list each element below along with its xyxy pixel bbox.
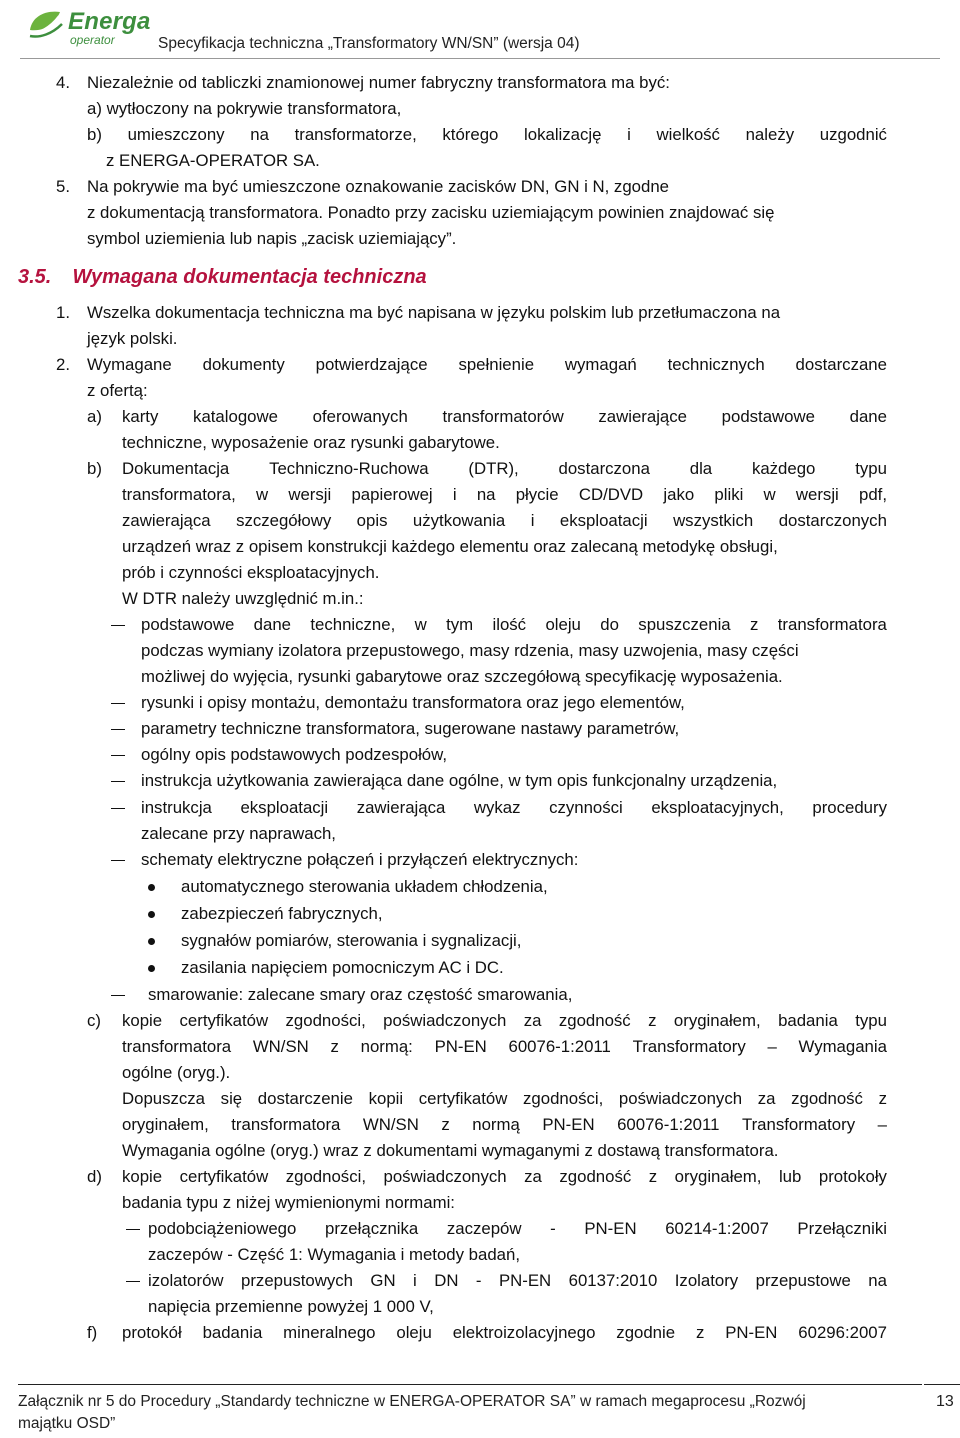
word: certyfikatów [179, 1011, 269, 1030]
word: ilość [492, 615, 527, 634]
dash-marker [111, 625, 125, 626]
word: przepustowych [241, 1271, 353, 1290]
item-4-text: Niezależnie od tabliczki znamionowej numer fabryczny transformatora ma być: [87, 73, 670, 92]
word: dostarczonych [778, 511, 887, 530]
word: typu [855, 1011, 887, 1030]
bullet-item-2: zabezpieczeń fabrycznych, [181, 904, 383, 923]
label-b: b) [87, 459, 102, 478]
word: karty [122, 407, 159, 426]
point-2-number: 2. [56, 355, 70, 374]
word: w [256, 485, 269, 504]
item-5-number: 5. [56, 177, 70, 196]
word: wersji [288, 485, 332, 504]
word: zgodność [559, 1167, 632, 1186]
word: oryginałem, [122, 1115, 209, 1134]
section-number: 3.5. [18, 266, 52, 288]
item-d-line-1 [122, 1167, 887, 1187]
word: wersji [795, 485, 839, 504]
word: GN [370, 1271, 396, 1290]
word: CD/DVD [578, 485, 644, 504]
word: na [250, 125, 269, 144]
word: za [757, 1089, 776, 1108]
word: WN/SN [252, 1037, 309, 1056]
word: poświadczonych [618, 1089, 743, 1108]
word: Przełączniki [797, 1219, 887, 1238]
dash-marker [111, 703, 125, 704]
word: z [441, 1115, 450, 1134]
item-5-text-2: z dokumentacją transformatora. Ponadto przy zacisku uziemiającym powinien znajdować się [87, 203, 775, 222]
word: do [600, 615, 619, 634]
word: Wymagania [798, 1037, 887, 1056]
item-b-line-6: W DTR należy uwzględnić m.in.: [122, 589, 364, 608]
point-1-text-2: język polski. [87, 329, 178, 348]
word: kopie [122, 1011, 163, 1030]
word: i [627, 125, 631, 144]
word: PN-EN [584, 1219, 637, 1238]
word: Dopuszcza [122, 1089, 206, 1108]
word: dostarczane [795, 355, 887, 374]
word: poświadczonych [383, 1011, 507, 1030]
word: eksploatacyjnych, [651, 798, 784, 817]
dash-item-1-line-3: możliwej do wyjęcia, rysunki gabarytowe oraz szczegółową specyfikację wyposażenia. [141, 667, 783, 686]
item-c-line-2 [122, 1037, 887, 1057]
bullet-marker [148, 938, 155, 945]
point-1-text: Wszelka dokumentacja techniczna ma być napisana w języku polskim lub przetłumaczona na [87, 303, 781, 322]
word: na [868, 1271, 887, 1290]
word: – [877, 1115, 887, 1134]
bullet-item-3: sygnałów pomiarów, sterowania i sygnalizacji, [181, 931, 522, 950]
word: poświadczonych [383, 1167, 507, 1186]
dash-marker [126, 1229, 140, 1230]
word: spełnienie [458, 355, 535, 374]
word: izolatorów [148, 1271, 224, 1290]
word: elektroizolacyjnego [452, 1323, 596, 1342]
word: wszystkich [673, 511, 754, 530]
word: dane [849, 407, 887, 426]
word: na [476, 485, 496, 504]
word: certyfikatów [418, 1089, 508, 1108]
word: wymagań [564, 355, 637, 374]
label-d: d) [87, 1167, 102, 1186]
word: – [767, 1037, 777, 1056]
item-b-line-3 [122, 511, 887, 531]
word: i [413, 1271, 417, 1290]
energa-logo [26, 6, 166, 47]
item-b-line-2 [122, 485, 887, 505]
word: dostarczona [558, 459, 650, 478]
dash-marker [111, 755, 125, 756]
item-c-line-3: ogólne (oryg.). [122, 1063, 231, 1082]
word: PN-EN [434, 1037, 487, 1056]
bullet-item-4: zasilania napięciem pomocniczym AC i DC. [181, 958, 504, 977]
dash-item-6-line-2: zalecane przy naprawach, [141, 824, 336, 843]
word: uzgodnić [819, 125, 887, 144]
word: z [750, 615, 759, 634]
word: normą [472, 1115, 520, 1134]
word: zawierające [598, 407, 687, 426]
bullet-item-1: automatycznego sterowania układem chłodzenia, [181, 877, 548, 896]
item-b-line-1 [122, 459, 887, 479]
dash-item-8: smarowanie: zalecane smary oraz częstość smarowania, [148, 985, 573, 1004]
item-4b-text [87, 125, 887, 145]
word: oferowanych [312, 407, 408, 426]
label-a: a) [87, 407, 102, 426]
item-b-line-5: prób i czynności eksploatacyjnych. [122, 563, 380, 582]
word: eksploatacji [240, 798, 329, 817]
item-c-line-5 [122, 1115, 887, 1135]
word: szczegółowy [236, 511, 332, 530]
word: z [648, 1167, 658, 1186]
section-heading [18, 266, 427, 289]
point-2-text-2: z ofertą: [87, 381, 148, 400]
word: b) [87, 125, 102, 144]
word: umieszczony [127, 125, 225, 144]
dash-item-4: ogólny opis podstawowych podzespołów, [141, 745, 447, 764]
word: DN [434, 1271, 459, 1290]
word: każdego [751, 459, 816, 478]
standard-item-2-line-2: napięcia przemienne powyżej 1 000 V, [148, 1297, 434, 1316]
item-f-line-1 [122, 1323, 887, 1343]
word: techniczne, [310, 615, 396, 634]
word: i [452, 485, 457, 504]
footer-text: Załącznik nr 5 do Procedury „Standardy techniczne w ENERGA-OPERATOR SA” w ramach megaprocesu „Rozwój [18, 1393, 806, 1410]
standard-item-1 [148, 1219, 887, 1239]
word: podstawowe [141, 615, 235, 634]
word: lub [778, 1167, 802, 1186]
word: którego [442, 125, 499, 144]
item-c-line-6: Wymagania ogólne (oryg.) wraz z dokumentami wymaganymi z dostawą transformatora. [122, 1141, 779, 1160]
word: technicznych [667, 355, 765, 374]
word: zawierająca [356, 798, 446, 817]
word: dostarczenie [257, 1089, 353, 1108]
label-c: c) [87, 1011, 101, 1030]
word: zaczepów [446, 1219, 522, 1238]
word: spuszczenia [638, 615, 731, 634]
word: kopie [122, 1167, 163, 1186]
word: z [695, 1323, 705, 1342]
word: typu [855, 459, 887, 478]
word: Wymagane [87, 355, 172, 374]
word: za [524, 1167, 542, 1186]
item-5-text: Na pokrywie ma być umieszczone oznakowanie zacisków DN, GN i N, zgodne [87, 177, 669, 196]
item-4-number: 4. [56, 73, 70, 92]
header-title: Specyfikacja techniczna „Transformatory WN/SN” (wersja 04) [158, 35, 580, 52]
word: normą: [360, 1037, 413, 1056]
standard-item-1-line-2: zaczepów - Część 1: Wymagania i metody badań, [148, 1245, 521, 1264]
logo-subtitle: operator [70, 33, 115, 47]
word: i [530, 511, 535, 530]
word: użytkowania [412, 511, 506, 530]
word: dane [253, 615, 291, 634]
word: zgodności, [523, 1089, 604, 1108]
word: oryginałem, [674, 1167, 762, 1186]
word: z [330, 1037, 339, 1056]
word: - [550, 1219, 556, 1238]
word: pliki [714, 485, 744, 504]
word: Transformatory [632, 1037, 746, 1056]
word: płycie [515, 485, 559, 504]
word: w [414, 615, 427, 634]
word: eksploatacji [559, 511, 648, 530]
word: transformatorów [442, 407, 564, 426]
item-c-line-4 [122, 1089, 887, 1109]
word: zgodnie [616, 1323, 676, 1342]
dash-marker [111, 995, 125, 996]
word: - [475, 1271, 482, 1290]
word: jako [663, 485, 695, 504]
dash-marker [111, 729, 125, 730]
word: papierowej [351, 485, 433, 504]
word: transformatora [122, 1037, 232, 1056]
dash-marker [111, 781, 125, 782]
word: pdf, [859, 485, 887, 504]
item-d-line-2: badania typu z niżej wymienionymi normami: [122, 1193, 455, 1212]
word: PN-EN [498, 1271, 552, 1290]
point-1-number: 1. [56, 303, 70, 322]
label-f: f) [87, 1323, 98, 1342]
word: z [878, 1089, 887, 1108]
word: Techniczno-Ruchowa [269, 459, 429, 478]
word: podobciążeniowego [148, 1219, 297, 1238]
header-divider [20, 58, 940, 59]
word: czynności [549, 798, 623, 817]
dash-item-3: parametry techniczne transformatora, sugerowane nastawy parametrów, [141, 719, 680, 738]
word: podstawowe [721, 407, 815, 426]
word: Dokumentacja [122, 459, 230, 478]
item-a-text [122, 407, 887, 427]
word: zgodność [791, 1089, 863, 1108]
item-b-line-4: urządzeń wraz z opisem konstrukcji każdego elementu oraz zalecaną metodykę obsługi, [122, 537, 778, 556]
word: instrukcja [141, 798, 212, 817]
item-4b-text-cont: z ENERGA-OPERATOR SA. [106, 151, 320, 170]
word: oleju [396, 1323, 432, 1342]
word: mineralnego [283, 1323, 376, 1342]
bullet-marker [148, 884, 155, 891]
standard-item-2 [148, 1271, 887, 1291]
word: 60076-1:2011 [508, 1037, 611, 1056]
dash-item-7: schematy elektryczne połączeń i przyłączeń elektrycznych: [141, 850, 579, 869]
page-number: 13 [936, 1393, 954, 1410]
bullet-marker [148, 965, 155, 972]
dash-marker [111, 808, 125, 809]
word: zgodności, [285, 1011, 366, 1030]
word: przepustowe [755, 1271, 851, 1290]
word: kopii [368, 1089, 404, 1108]
word: dokumenty [202, 355, 285, 374]
word: za [523, 1011, 542, 1030]
logo-name: Energa [68, 8, 151, 35]
dash-item-1-line-2: podczas wymiany izolatora przepustowego, masy rdzenia, masy uzwojenia, masy części [141, 641, 799, 660]
word: oryginałem, [673, 1011, 761, 1030]
footer-divider [18, 1384, 922, 1385]
dash-item-2: rysunki i opisy montażu, demontażu transformatora oraz jego elementów, [141, 693, 685, 712]
word: transformatora [231, 1115, 341, 1134]
word: lokalizację [524, 125, 602, 144]
word: 60137:2010 [568, 1271, 658, 1290]
footer-page-divider [924, 1384, 960, 1385]
word: WN/SN [362, 1115, 419, 1134]
dash-item-1 [141, 615, 887, 635]
point-2-text [87, 355, 887, 375]
word: zgodność [558, 1011, 631, 1030]
bullet-marker [148, 911, 155, 918]
word: się [220, 1089, 243, 1108]
energa-leaf-icon [26, 8, 64, 40]
word: protokół [122, 1323, 182, 1342]
word: badania [778, 1011, 838, 1030]
word: z [648, 1011, 657, 1030]
word: transformatora [777, 615, 887, 634]
word: 60076-1:2011 [617, 1115, 720, 1134]
word: transformatora, [122, 485, 236, 504]
word: katalogowe [193, 407, 278, 426]
word: w [763, 485, 776, 504]
item-4a-text: a) wytłoczony na pokrywie transformatora, [87, 99, 402, 118]
item-5-text-3: symbol uziemienia lub napis „zacisk uziemiający”. [87, 229, 457, 248]
word: transformatorze, [294, 125, 417, 144]
word: należy [745, 125, 795, 144]
word: badania [202, 1323, 263, 1342]
word: certyfikatów [179, 1167, 269, 1186]
word: zgodności, [285, 1167, 366, 1186]
word: tym [446, 615, 474, 634]
word: przełącznika [324, 1219, 419, 1238]
dash-marker [126, 1281, 140, 1282]
word: potwierdzające [315, 355, 428, 374]
dash-marker [111, 860, 125, 861]
word: wykaz [473, 798, 521, 817]
word: PN-EN [542, 1115, 595, 1134]
word: opis [356, 511, 388, 530]
word: 60296:2007 [798, 1323, 887, 1342]
word: dla [689, 459, 713, 478]
section-title: Wymagana dokumentacja techniczna [72, 266, 427, 288]
word: 60214-1:2007 [665, 1219, 769, 1238]
dash-item-5: instrukcja użytkowania zawierająca dane ogólne, w tym opis funkcjonalny urządzenia, [141, 771, 778, 790]
word: (DTR), [468, 459, 519, 478]
word: Transformatory [741, 1115, 856, 1134]
word: protokoły [818, 1167, 887, 1186]
word: procedury [812, 798, 887, 817]
item-c-line-1 [122, 1011, 887, 1031]
word: PN-EN [725, 1323, 778, 1342]
word: oleju [545, 615, 581, 634]
word: zawierająca [122, 511, 211, 530]
word: Izolatory [674, 1271, 739, 1290]
word: wielkość [656, 125, 720, 144]
footer-text-2: majątku OSD” [18, 1415, 116, 1432]
item-a-text-2: techniczne, wyposażenie oraz rysunki gabarytowe. [122, 433, 500, 452]
dash-item-6 [141, 798, 887, 818]
